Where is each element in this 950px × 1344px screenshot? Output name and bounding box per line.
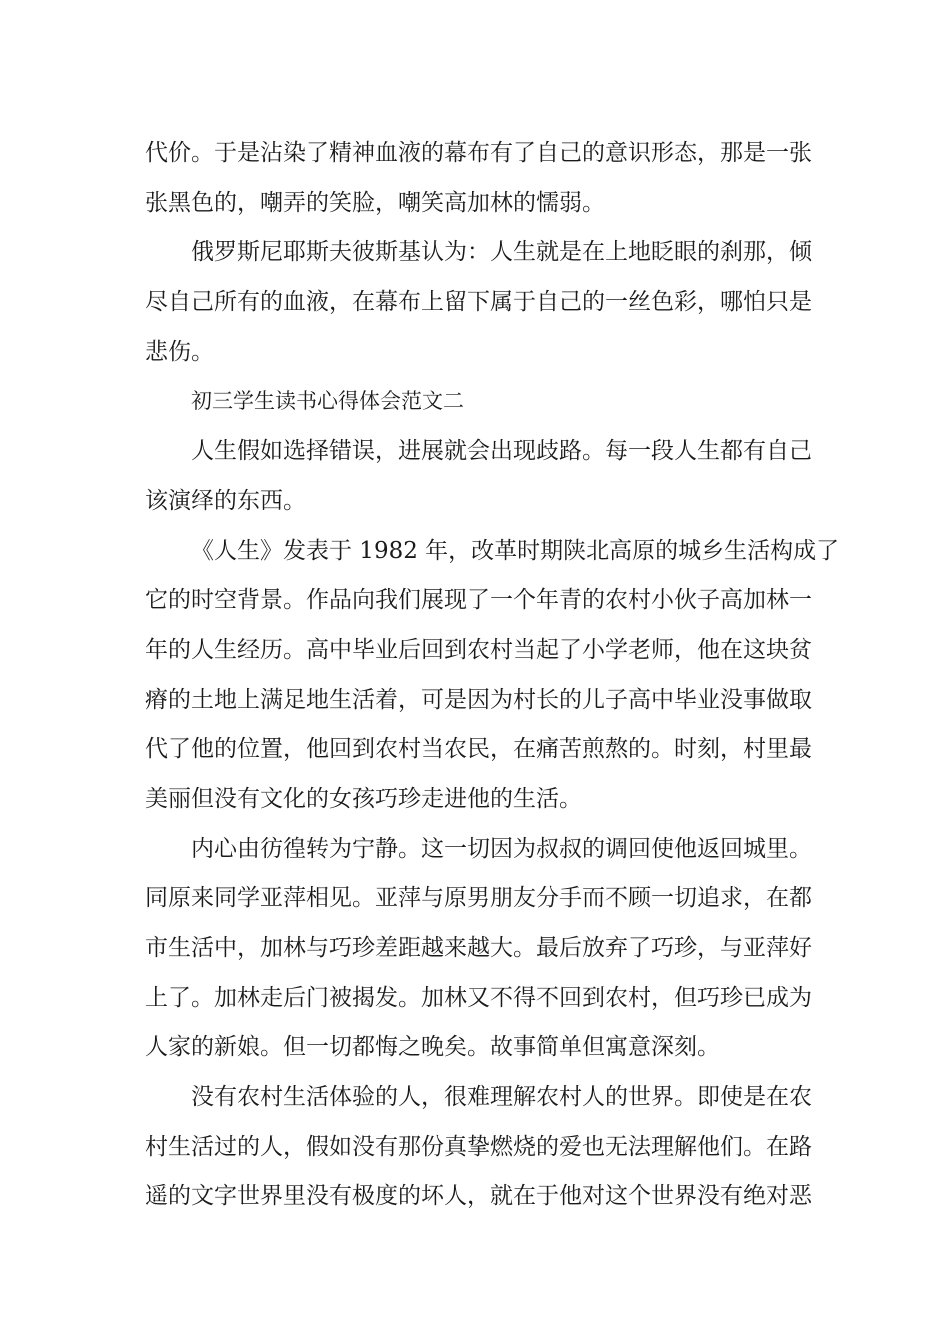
text-line: 悲伤。: [145, 338, 214, 365]
text-line: 同原来同学亚萍相见。亚萍与原男朋友分手而不顾一切追求，在都: [145, 885, 812, 912]
paragraph: [145, 825, 812, 1073]
paragraph: [145, 527, 840, 825]
text-line: 它的时空背景。作品向我们展现了一个年青的农村小伙子高加林一: [145, 587, 812, 614]
text-line: 上了。加林走后门被揭发。加林又不得不回到农村，但巧珍已成为: [145, 984, 812, 1011]
text-line: 内心由彷徨转为宁静。这一切因为叔叔的调回使他返回城里。: [191, 835, 812, 862]
section-heading: [145, 377, 809, 427]
text-line: 年的人生经历。高中毕业后回到农村当起了小学老师，他在这块贫: [145, 636, 812, 663]
text-line: 没有农村生活体验的人，很难理解农村人的世界。即使是在农: [191, 1084, 812, 1111]
text-line: 美丽但没有文化的女孩巧珍走进他的生活。: [145, 785, 582, 812]
text-line: 张黑色的，嘲弄的笑脸，嘲笑高加林的懦弱。: [145, 189, 605, 216]
text-line: 市生活中，加林与巧珍差距越来越大。最后放弃了巧珍，与亚萍好: [145, 935, 812, 961]
text-line: 该演绎的东西。: [145, 487, 306, 514]
paragraph: [145, 1073, 812, 1222]
text-line: 遥的文字世界里没有极度的坏人，就在于他对这个世界没有绝对恶: [145, 1183, 812, 1210]
paragraph: [145, 228, 812, 377]
document-body: [145, 129, 840, 1222]
text-line: 瘠的土地上满足地生活着，可是因为村长的儿子高中毕业没事做取: [145, 686, 812, 713]
text-line: 村生活过的人，假如没有那份真挚燃烧的爱也无法理解他们。在路: [145, 1133, 812, 1160]
paragraph: [145, 427, 812, 526]
heading-text: 初三学生读书心得体会范文二: [191, 389, 464, 414]
text-line: 代了他的位置，他回到农村当农民，在痛苦煎熬的。时刻，村里最: [145, 736, 812, 763]
text-line: 代价。于是沾染了精神血液的幕布有了自己的意识形态，那是一张: [145, 140, 812, 166]
text-line: 人家的新娘。但一切都悔之晚矣。故事简单但寓意深刻。: [145, 1034, 720, 1061]
text-line: 人生假如选择错误，进展就会出现歧路。每一段人生都有自己: [191, 438, 812, 465]
text-line: 俄罗斯尼耶斯夫彼斯基认为：人生就是在上地眨眼的刹那，倾: [191, 239, 812, 266]
text-line: 尽自己所有的血液，在幕布上留下属于自己的一丝色彩，哪怕只是: [145, 289, 812, 316]
text-line: 《人生》发表于 1982 年，改革时期陕北高原的城乡生活构成了: [191, 537, 840, 564]
paragraph: [145, 129, 812, 228]
